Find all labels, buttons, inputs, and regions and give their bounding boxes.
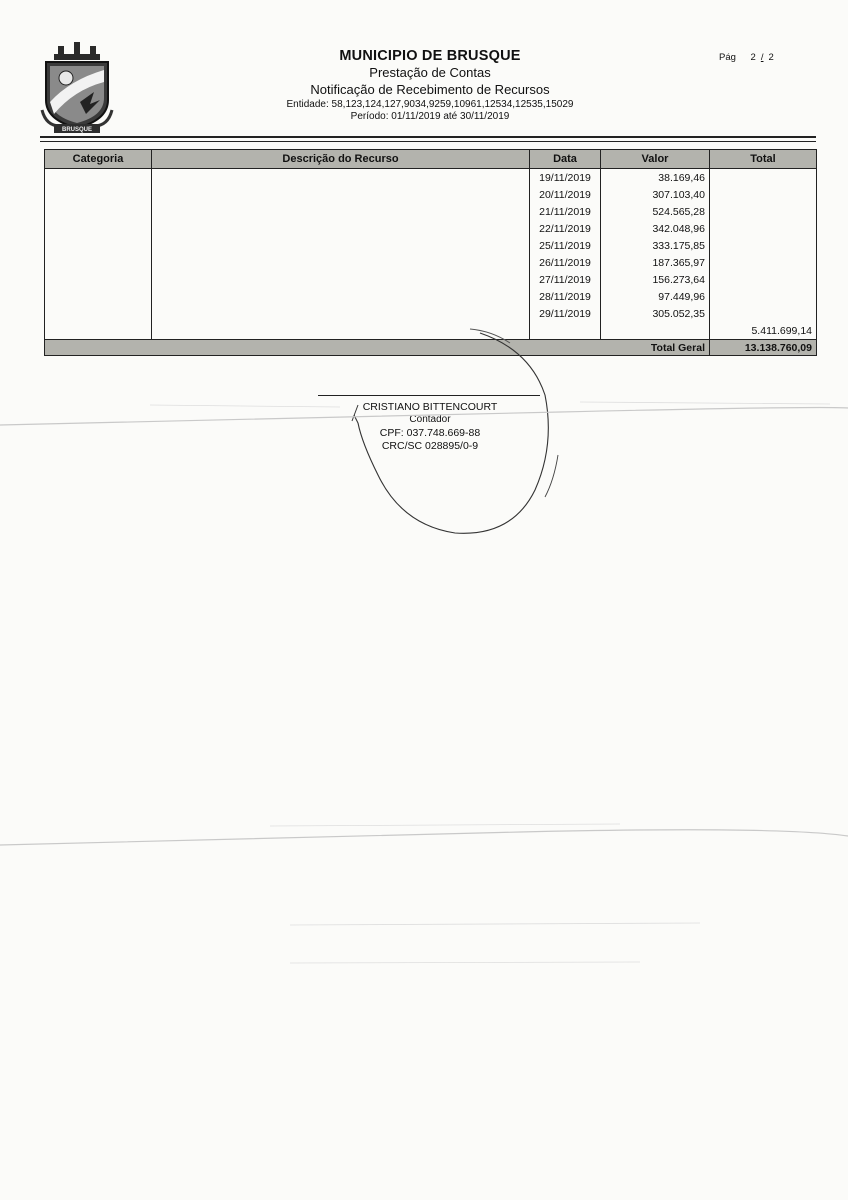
table-row bbox=[45, 271, 817, 288]
row-date: 27/11/2019 bbox=[530, 271, 601, 288]
row-value: 38.169,46 bbox=[601, 169, 710, 187]
row-date: 28/11/2019 bbox=[530, 288, 601, 305]
col-header-total: Total bbox=[710, 150, 817, 169]
signatory-role: Contador bbox=[409, 414, 451, 425]
table-row bbox=[45, 220, 817, 237]
col-header-valor: Valor bbox=[601, 150, 710, 169]
report-name: Notificação de Recebimento de Recursos bbox=[310, 82, 550, 97]
signatory-cpf: CPF: 037.748.669-88 bbox=[379, 427, 481, 439]
row-value: 524.565,28 bbox=[601, 203, 710, 220]
row-date: 25/11/2019 bbox=[530, 237, 601, 254]
row-date: 22/11/2019 bbox=[530, 220, 601, 237]
signatory-crc: CRC/SC 028895/0-9 bbox=[381, 440, 479, 452]
row-date: 19/11/2019 bbox=[530, 169, 601, 187]
row-value: 307.103,40 bbox=[601, 186, 710, 203]
table-row bbox=[45, 305, 817, 322]
report-title: MUNICIPIO DE BRUSQUE bbox=[339, 48, 521, 64]
resources-table bbox=[44, 149, 817, 356]
table-row bbox=[45, 254, 817, 271]
row-value: 342.048,96 bbox=[601, 220, 710, 237]
page-total: 2 bbox=[768, 52, 774, 63]
page-label: Pág bbox=[719, 52, 736, 63]
page-current: 2 bbox=[750, 52, 756, 63]
header-rule-thick bbox=[40, 136, 816, 138]
table-header-row bbox=[45, 150, 817, 169]
table-row bbox=[45, 203, 817, 220]
row-date: 20/11/2019 bbox=[530, 186, 601, 203]
crest-label: BRUSQUE bbox=[61, 127, 93, 133]
subtotal-value: 5.411.699,14 bbox=[710, 322, 817, 340]
col-header-data: Data bbox=[530, 150, 601, 169]
row-value: 305.052,35 bbox=[601, 305, 710, 322]
row-value: 97.449,96 bbox=[601, 288, 710, 305]
page-indicator bbox=[719, 52, 774, 63]
table-row bbox=[45, 288, 817, 305]
period-line: Período: 01/11/2019 até 30/11/2019 bbox=[350, 111, 510, 122]
col-header-descricao: Descrição do Recurso bbox=[152, 150, 530, 169]
row-date: 21/11/2019 bbox=[530, 203, 601, 220]
entity-line: Entidade: 58,123,124,127,9034,9259,10961,12534,12535,15029 bbox=[286, 99, 574, 110]
signatory-name: CRISTIANO BITTENCOURT bbox=[362, 401, 498, 413]
subtotal-row bbox=[45, 322, 817, 340]
row-value: 333.175,85 bbox=[601, 237, 710, 254]
table-row bbox=[45, 169, 817, 187]
header-rule-thin bbox=[40, 141, 816, 142]
row-date: 26/11/2019 bbox=[530, 254, 601, 271]
table-row bbox=[45, 237, 817, 254]
grand-total-row bbox=[45, 340, 817, 356]
row-value: 187.365,97 bbox=[601, 254, 710, 271]
report-subtitle: Prestação de Contas bbox=[369, 65, 491, 80]
signature-line bbox=[318, 395, 540, 396]
col-header-categoria: Categoria bbox=[45, 150, 152, 169]
table-row bbox=[45, 186, 817, 203]
row-date: 29/11/2019 bbox=[530, 305, 601, 322]
row-value: 156.273,64 bbox=[601, 271, 710, 288]
municipal-crest-icon bbox=[40, 40, 114, 134]
page-separator: / bbox=[760, 52, 764, 63]
grand-total-label: Total Geral bbox=[601, 340, 710, 356]
grand-total-value: 13.138.760,09 bbox=[710, 340, 817, 356]
